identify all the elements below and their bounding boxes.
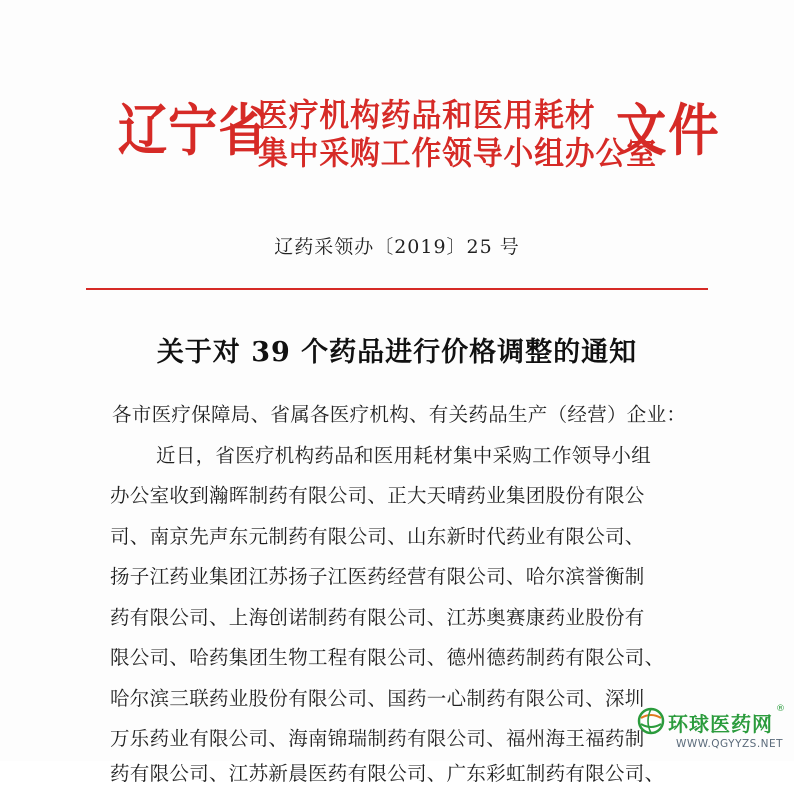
document-header <box>118 92 721 182</box>
body-line: 司、南京先声东元制药有限公司、山东新时代药业有限公司、 <box>110 524 645 548</box>
registered-mark: ® <box>776 704 785 714</box>
body-line: 哈尔滨三联药业股份有限公司、国药一心制药有限公司、深圳 <box>110 686 645 710</box>
notice-title: 关于对 39 个药品进行价格调整的通知 <box>156 337 638 368</box>
document-number: 辽药采领办〔2019〕25 号 <box>274 236 520 258</box>
header-office <box>258 96 657 172</box>
red-divider <box>86 288 708 290</box>
body-line: 万乐药业有限公司、海南锦瑞制药有限公司、福州海王福药制 <box>110 727 645 750</box>
header-office-line-2: 集中采购工作领导小组办公室 <box>258 134 657 172</box>
notice-body <box>110 398 710 787</box>
body-line: 限公司、哈药集团生物工程有限公司、德州德药制药有限公司、 <box>110 646 665 669</box>
header-province: 辽宁省 <box>118 99 269 164</box>
globe-icon <box>636 706 666 736</box>
body-line: 扬子江药业集团江苏扬子江医药经营有限公司、哈尔滨誉衡制 <box>110 565 645 588</box>
body-line: 药有限公司、上海创诺制药有限公司、江苏奥赛康药业股份有 <box>110 605 645 629</box>
watermark-url: WWW.QGYYZS.NET <box>676 738 784 750</box>
body-line: 近日，省医疗机构药品和医用耗材集中采购工作领导小组 <box>156 443 652 467</box>
body-line: 办公室收到瀚晖制药有限公司、正大天晴药业集团股份有限公 <box>110 484 645 507</box>
addressee-line: 各市医疗保障局、省属各医疗机构、有关药品生产（经营）企业： <box>112 403 687 426</box>
body-line-partial: 药有限公司、江苏新晨医药有限公司、广东彩虹制药有限公司、 <box>110 761 665 785</box>
header-doc-word: 文件 <box>616 99 721 164</box>
site-watermark <box>636 704 786 756</box>
watermark-name: 环球医药网 <box>668 712 773 736</box>
header-office-line-1: 医疗机构药品和医用耗材 <box>258 96 596 134</box>
